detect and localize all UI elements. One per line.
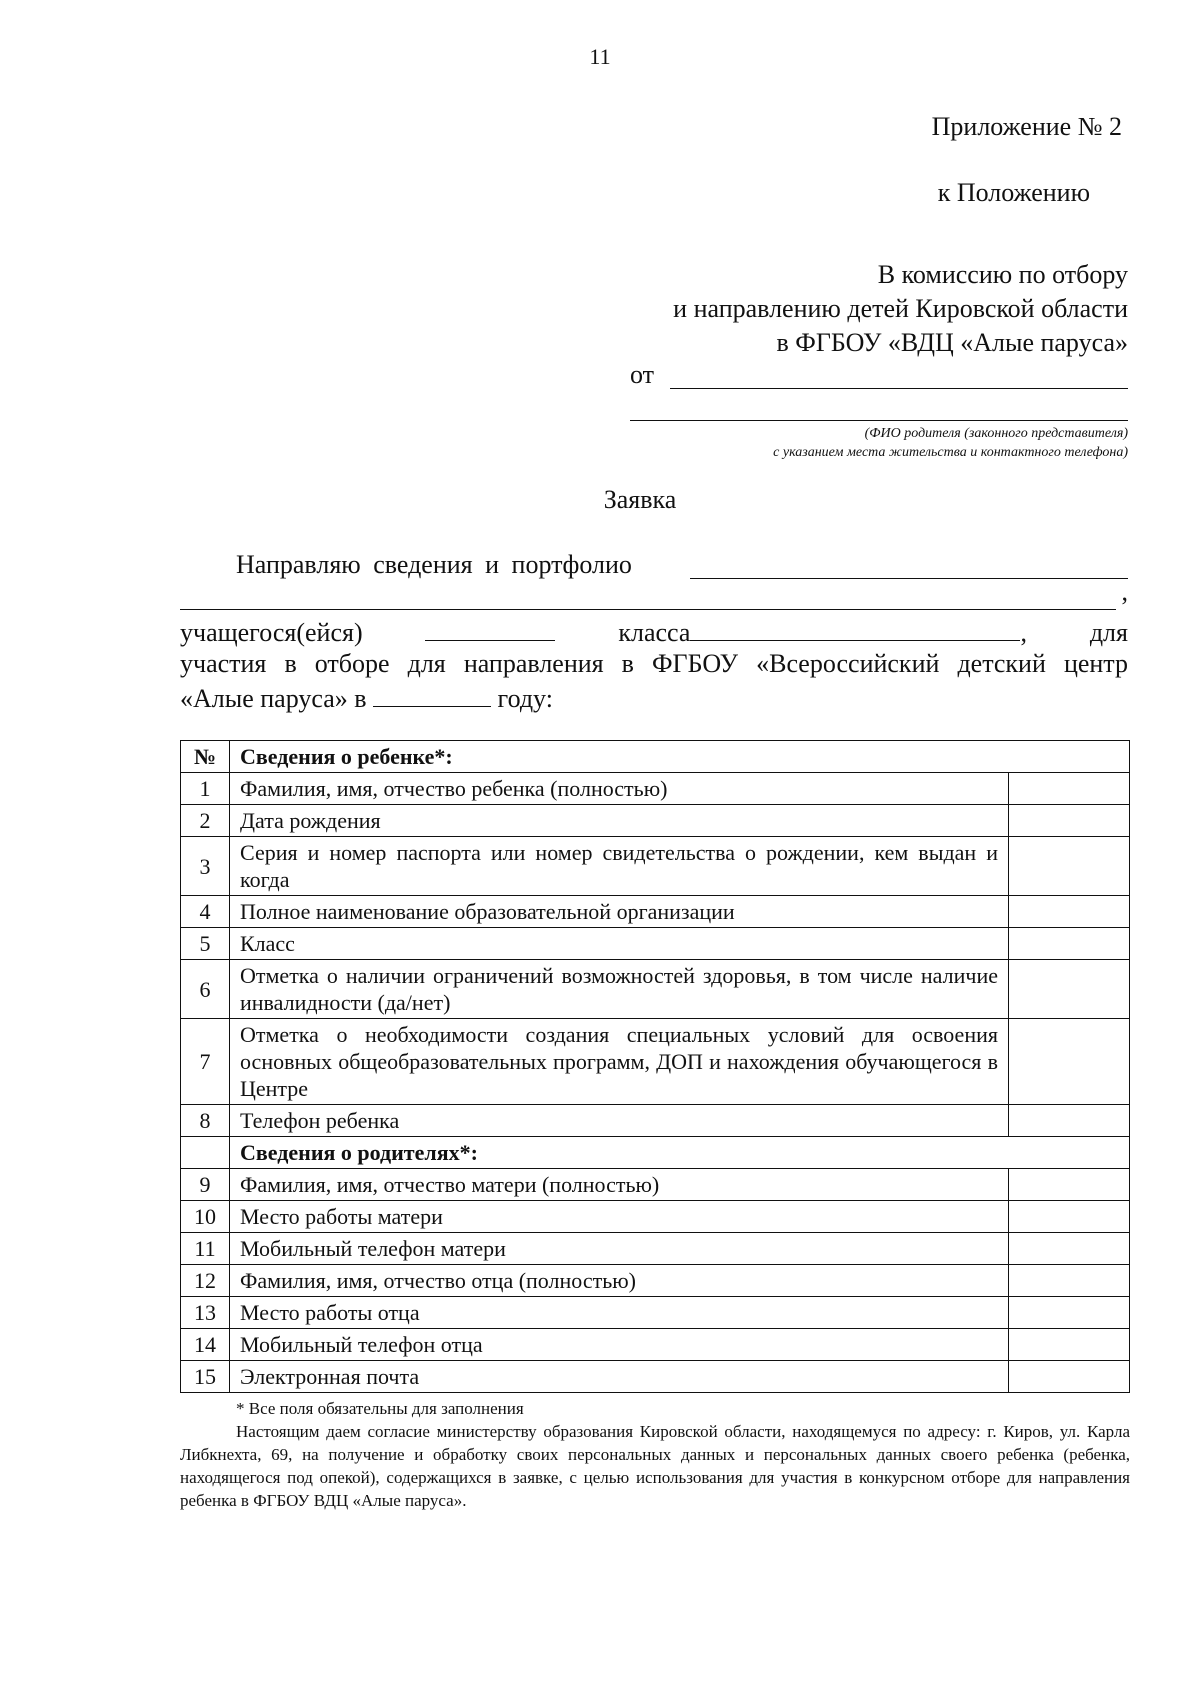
row-number: 15 — [181, 1361, 230, 1393]
grade-group — [618, 614, 1027, 649]
table-row — [181, 1105, 1130, 1137]
row-number: 1 — [181, 773, 230, 805]
school-blank[interactable] — [425, 614, 555, 641]
table-row — [181, 1233, 1130, 1265]
row-value-cell[interactable] — [1009, 1233, 1130, 1265]
row-number: 14 — [181, 1329, 230, 1361]
row-field-label: Серия и номер паспорта или номер свидетельства о рождении, кем выдан и когда — [230, 837, 1009, 896]
addressee-line: и направлению детей Кировской области — [673, 294, 1128, 323]
row-field-label: Фамилия, имя, отчество ребенка (полностью) — [230, 773, 1009, 805]
footnote — [180, 1397, 1130, 1512]
intro-line-3 — [180, 614, 1128, 647]
row-value-cell[interactable] — [1009, 928, 1130, 960]
table-row — [181, 1169, 1130, 1201]
intro-text: «Алые паруса» в — [180, 684, 367, 713]
row-number: 8 — [181, 1105, 230, 1137]
row-field-label: Мобильный телефон матери — [230, 1233, 1009, 1265]
row-field-label: Место работы отца — [230, 1297, 1009, 1329]
table-row — [181, 1329, 1130, 1361]
row-field-label: Место работы матери — [230, 1201, 1009, 1233]
from-blank-line-2[interactable] — [630, 420, 1128, 421]
table-row — [181, 837, 1130, 896]
regulation-reference: к Положению — [937, 178, 1090, 207]
table-row — [181, 960, 1130, 1019]
row-field-label: Телефон ребенка — [230, 1105, 1009, 1137]
table-header-row — [181, 741, 1130, 773]
table-row — [181, 773, 1130, 805]
intro-line-5 — [180, 680, 1128, 715]
table-row — [181, 1265, 1130, 1297]
for-label: для — [1089, 618, 1128, 647]
parent-info-hint — [608, 424, 1128, 462]
row-value-cell[interactable] — [1009, 1201, 1130, 1233]
row-value-cell[interactable] — [1009, 1265, 1130, 1297]
row-number: 6 — [181, 960, 230, 1019]
application-table — [180, 740, 1130, 1393]
comma: , — [1121, 577, 1128, 606]
row-number: 13 — [181, 1297, 230, 1329]
row-value-cell[interactable] — [1009, 1297, 1130, 1329]
row-number: 9 — [181, 1169, 230, 1201]
parent-section-row — [181, 1137, 1130, 1169]
intro-line-2 — [180, 577, 1128, 614]
document-title: Заявка — [603, 485, 677, 514]
row-number: 2 — [181, 805, 230, 837]
from-field[interactable] — [630, 360, 1128, 390]
row-field-label: Дата рождения — [230, 805, 1009, 837]
row-value-cell[interactable] — [1009, 837, 1130, 896]
number-header: № — [181, 741, 230, 773]
row-field-label: Электронная почта — [230, 1361, 1009, 1393]
grade-blank[interactable] — [690, 614, 1020, 641]
row-field-label: Отметка о наличии ограничений возможностей здоровья, в том числе наличие инвалидности (да/нет) — [230, 960, 1009, 1019]
from-blank-line[interactable] — [670, 388, 1128, 389]
table-row — [181, 1361, 1130, 1393]
row-field-label: Фамилия, имя, отчество отца (полностью) — [230, 1265, 1009, 1297]
student-name-blank[interactable] — [180, 583, 1116, 610]
row-value-cell[interactable] — [1009, 1019, 1130, 1105]
row-value-cell[interactable] — [1009, 1361, 1130, 1393]
row-number: 4 — [181, 896, 230, 928]
row-number: 10 — [181, 1201, 230, 1233]
parent-section-title: Сведения о родителях*: — [230, 1137, 1130, 1169]
addressee-line: в ФГБОУ «ВДЦ «Алые паруса» — [776, 328, 1128, 357]
intro-line-4: участия в отборе для направления в ФГБОУ «Всероссийский детский центр — [180, 649, 1128, 678]
hint-line: (ФИО родителя (законного представителя) — [864, 426, 1128, 441]
table-row — [181, 1019, 1130, 1105]
row-value-cell[interactable] — [1009, 773, 1130, 805]
intro-text: Направляю сведения и портфолио — [236, 550, 632, 579]
row-field-label: Мобильный телефон отца — [230, 1329, 1009, 1361]
empty-number-cell — [181, 1137, 230, 1169]
table-row — [181, 896, 1130, 928]
row-value-cell[interactable] — [1009, 960, 1130, 1019]
child-section-title: Сведения о ребенке*: — [230, 741, 1130, 773]
year-blank[interactable] — [373, 680, 491, 707]
row-field-label: Полное наименование образовательной организации — [230, 896, 1009, 928]
addressee-line: В комиссию по отбору — [877, 260, 1128, 289]
row-field-label: Отметка о необходимости создания специальных условий для освоения основных общеобразовательных программ, ДОП и нахождения обучающегося в Центре — [230, 1019, 1009, 1105]
page-number: 11 — [589, 44, 611, 69]
grade-label: класса — [618, 618, 691, 647]
student-label: учащегося(ейся) — [180, 618, 363, 647]
portfolio-blank[interactable] — [690, 552, 1128, 579]
intro-text: году: — [497, 684, 553, 713]
row-number: 5 — [181, 928, 230, 960]
table-row — [181, 1201, 1130, 1233]
required-fields-note: * Все поля обязательны для заполнения — [236, 1399, 524, 1418]
row-number: 7 — [181, 1019, 230, 1105]
row-value-cell[interactable] — [1009, 896, 1130, 928]
from-label: от — [630, 360, 655, 389]
application-intro — [180, 548, 1128, 715]
table-row — [181, 805, 1130, 837]
table-row — [181, 928, 1130, 960]
table-row — [181, 1297, 1130, 1329]
row-number: 11 — [181, 1233, 230, 1265]
intro-line-1 — [180, 548, 1128, 581]
hint-line: с указанием места жительства и контактного телефона) — [773, 445, 1128, 460]
comma: , — [1020, 618, 1027, 647]
row-number: 3 — [181, 837, 230, 896]
row-field-label: Фамилия, имя, отчество матери (полностью) — [230, 1169, 1009, 1201]
row-value-cell[interactable] — [1009, 1329, 1130, 1361]
addressee-block — [568, 258, 1128, 360]
row-value-cell[interactable] — [1009, 805, 1130, 837]
row-field-label: Класс — [230, 928, 1009, 960]
consent-statement: Настоящим даем согласие министерству образования Кировской области, находящемуся по адресу: г. Киров, ул. Карла Либкнехта, 69, на получение и обработку своих персональных данных и персональных данных своего ребенка (ребенка, находящегося под опекой), содержащихся в заявке, с целью использования для участия в конкурсном отборе для направления ребенка в ФГБОУ ВДЦ «Алые паруса». — [180, 1422, 1130, 1510]
appendix-label: Приложение № 2 — [931, 112, 1122, 141]
row-value-cell[interactable] — [1009, 1105, 1130, 1137]
row-value-cell[interactable] — [1009, 1169, 1130, 1201]
row-number: 12 — [181, 1265, 230, 1297]
